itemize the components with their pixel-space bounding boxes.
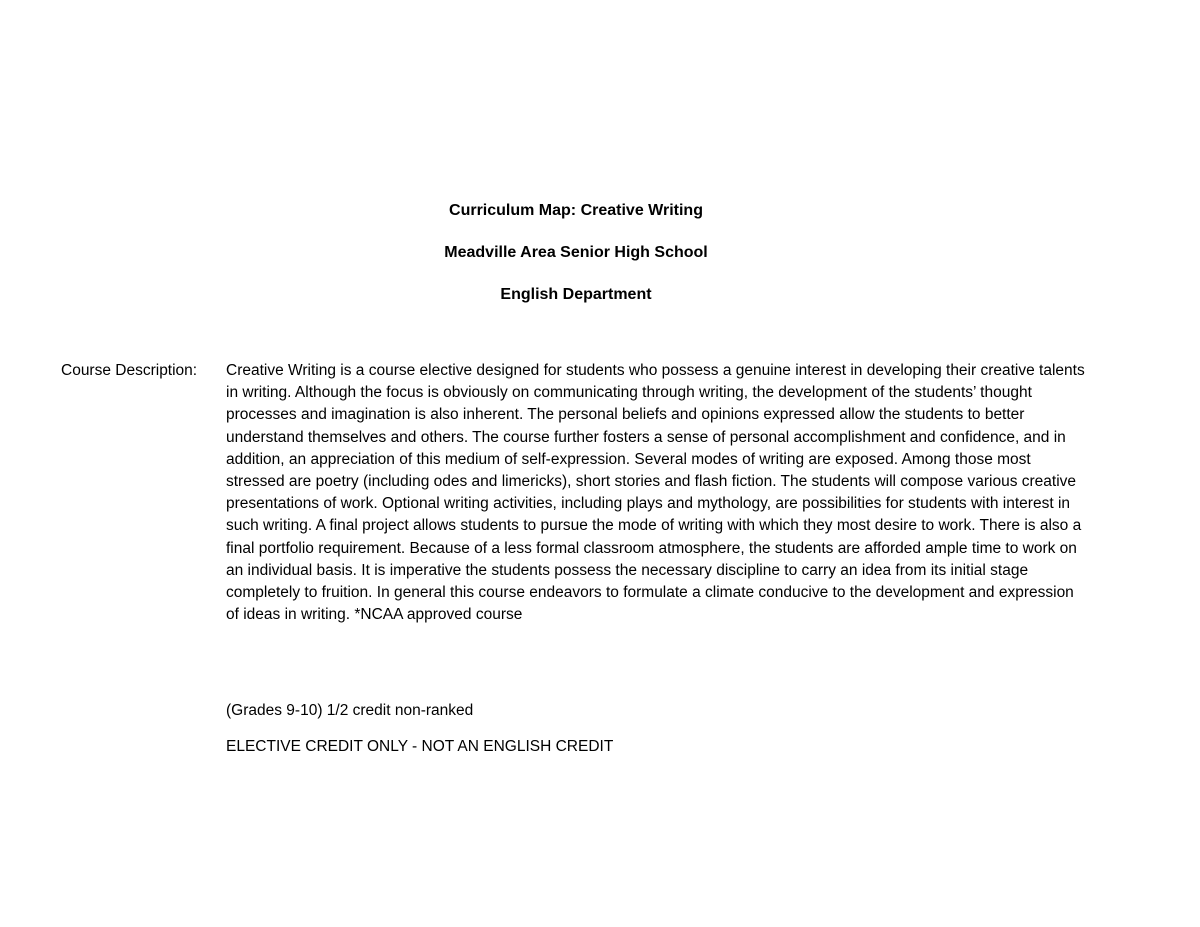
school-name: Meadville Area Senior High School <box>444 244 708 261</box>
document-title: Curriculum Map: Creative Writing <box>449 202 703 219</box>
course-description-label: Course Description: <box>61 362 198 379</box>
department-name: English Department <box>500 286 652 303</box>
elective-credit-note: ELECTIVE CREDIT ONLY - NOT AN ENGLISH CREDIT <box>226 738 614 755</box>
course-description-text: Creative Writing is a course elective designed for students who possess a genuine interest in developing their creative talents in writing. Although the focus is obviously on communicating through writing, the development of the students’ thought processes and imagination is also inherent. The personal beliefs and opinions expressed allow the students to better understand themselves and others. The course further fosters a sense of personal accomplishment and confidence, and in addition, an appreciation of this medium of self-expression. Several modes of writing are exposed. Among those most stressed are poetry (including odes and limericks), short stories and flash fiction. The students will compose various creative presentations of work. Optional writing activities, including plays and mythology, are possibilities for students with interest in such writing. A final project allows students to pursue the mode of writing with which they most desire to work. There is also a final portfolio requirement. Because of a less formal classroom atmosphere, the students are afforded ample time to work on an individual basis. It is imperative the students possess the necessary discipline to carry an idea from its initial stage completely to fruition. In general this course endeavors to formulate a climate conducive to the development and expression of ideas in writing. *NCAA approved course <box>226 362 1085 624</box>
document-header <box>0 198 1152 324</box>
grades-credit-info: (Grades 9-10) 1/2 credit non-ranked <box>226 702 474 719</box>
course-description-body <box>226 360 1086 626</box>
